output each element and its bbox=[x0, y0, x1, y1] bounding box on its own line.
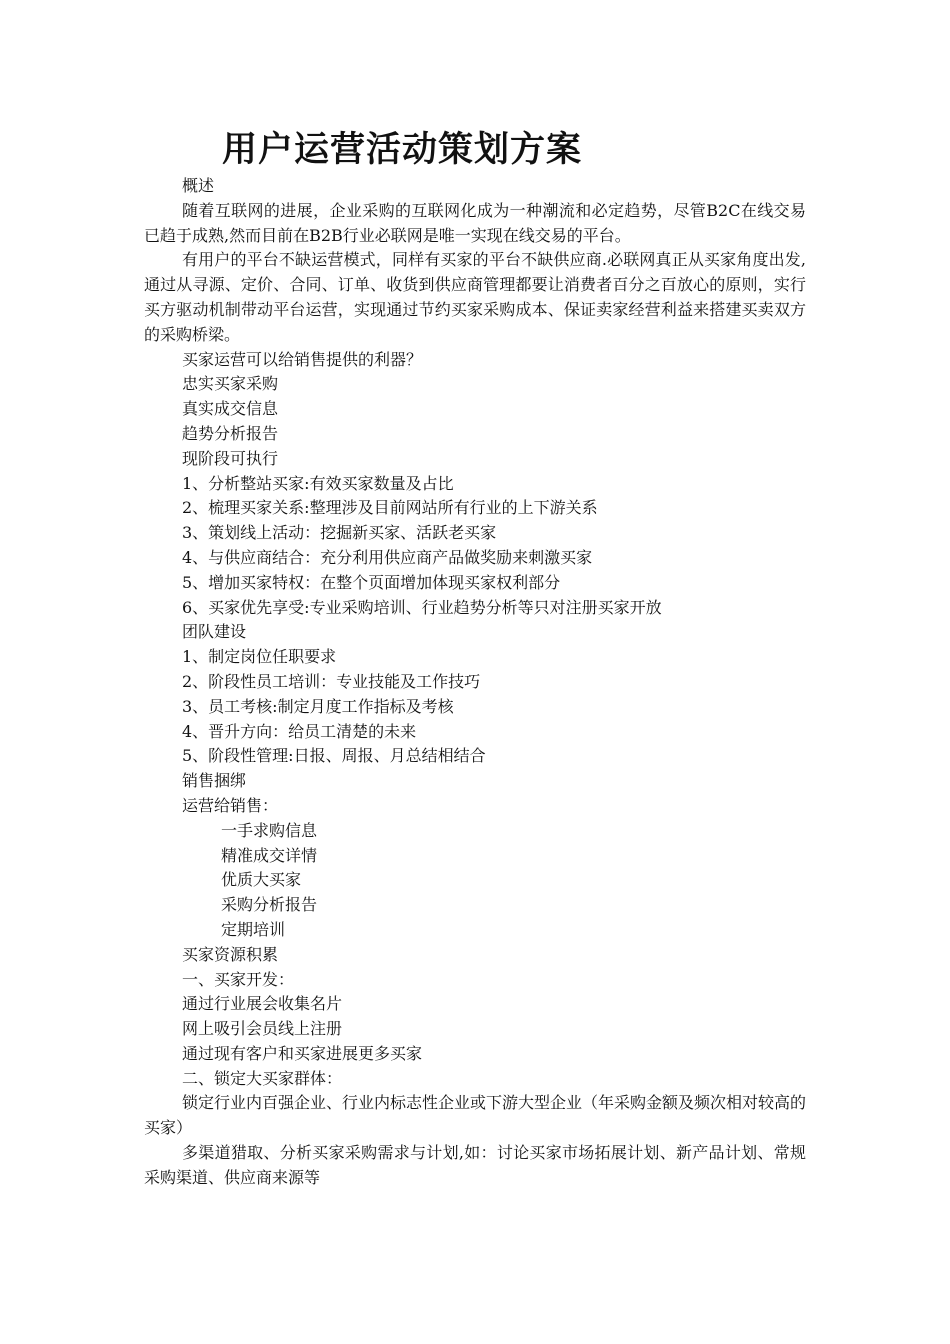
document-body bbox=[144, 174, 806, 1191]
team-item: 4、晋升方向：给员工清楚的未来 bbox=[182, 721, 417, 741]
dev-item: 网上吸引会员线上注册 bbox=[182, 1019, 343, 1039]
lock-heading: 二、锁定大买家群体： bbox=[182, 1068, 343, 1088]
team-item: 5、阶段性管理:日报、周报、月总结相结合 bbox=[182, 746, 486, 766]
current-item: 1、分析整站买家:有效买家数量及占比 bbox=[182, 473, 454, 493]
current-item: 5、增加买家特权：在整个页面增加体现买家权利部分 bbox=[182, 572, 561, 592]
lock-paragraph: 锁定行业内百强企业、行业内标志性企业或下游大型企业（年采购金额及频次相对较高的买家） bbox=[144, 1093, 807, 1138]
sales-subheading: 运营给销售： bbox=[182, 795, 279, 815]
team-item: 1、制定岗位任职要求 bbox=[182, 647, 337, 667]
current-item: 2、梳理买家关系:整理涉及目前网站所有行业的上下游关系 bbox=[182, 498, 598, 518]
overview-heading: 概述 bbox=[182, 176, 215, 195]
current-item: 4、与供应商结合：充分利用供应商产品做奖励来刺激买家 bbox=[182, 547, 593, 567]
sales-item: 优质大买家 bbox=[221, 870, 302, 890]
current-item: 6、买家优先享受:专业采购培训、行业趋势分析等只对注册买家开放 bbox=[182, 597, 662, 617]
analysis-paragraph: 多渠道猎取、分析买家采购需求与计划,如：讨论买家市场拓展计划、新产品计划、常规采购渠道、供应商来源等 bbox=[144, 1143, 806, 1187]
question-line: 买家运营可以给销售提供的利器？ bbox=[182, 349, 423, 369]
sales-item: 精准成交详情 bbox=[221, 845, 318, 865]
benefit-item: 趋势分析报告 bbox=[182, 423, 279, 443]
team-heading: 团队建设 bbox=[182, 622, 247, 642]
dev-item: 通过行业展会收集名片 bbox=[182, 994, 343, 1014]
sales-heading: 销售捆绑 bbox=[182, 771, 247, 791]
dev-item: 通过现有客户和买家进展更多买家 bbox=[182, 1043, 423, 1063]
intro-paragraph-1: 随着互联网的进展，企业采购的互联网化成为一种潮流和必定趋势，尽管B2C在线交易已趋于成熟,然而目前在B2B行业必联网是唯一实现在线交易的平台。 bbox=[144, 200, 806, 245]
sales-item: 一手求购信息 bbox=[221, 820, 318, 840]
intro-paragraph-2: 有用户的平台不缺运营模式，同样有买家的平台不缺供应商.必联网真正从买家角度出发,通过从寻源、定价、合同、订单、收货到供应商管理都要让消费者百分之百放心的原则，实行买方驱动机制带动平台运营，实现通过节约买家采购成本、保证卖家经营利益来搭建买卖双方的采购桥梁。 bbox=[144, 250, 806, 344]
sales-item: 采购分析报告 bbox=[221, 895, 318, 915]
current-heading: 现阶段可执行 bbox=[182, 448, 279, 468]
dev-heading: 一、买家开发： bbox=[182, 969, 295, 989]
sales-item: 定期培训 bbox=[221, 919, 286, 939]
current-item: 3、策划线上活动：挖掘新买家、活跃老买家 bbox=[182, 523, 497, 543]
team-item: 3、员工考核:制定月度工作指标及考核 bbox=[182, 696, 454, 716]
team-item: 2、阶段性员工培训：专业技能及工作技巧 bbox=[182, 671, 481, 691]
benefit-item: 真实成交信息 bbox=[182, 399, 279, 419]
document-title: 用户运营活动策划方案 bbox=[222, 130, 583, 170]
resource-heading: 买家资源积累 bbox=[182, 944, 279, 964]
benefit-item: 忠实买家采购 bbox=[182, 374, 279, 394]
